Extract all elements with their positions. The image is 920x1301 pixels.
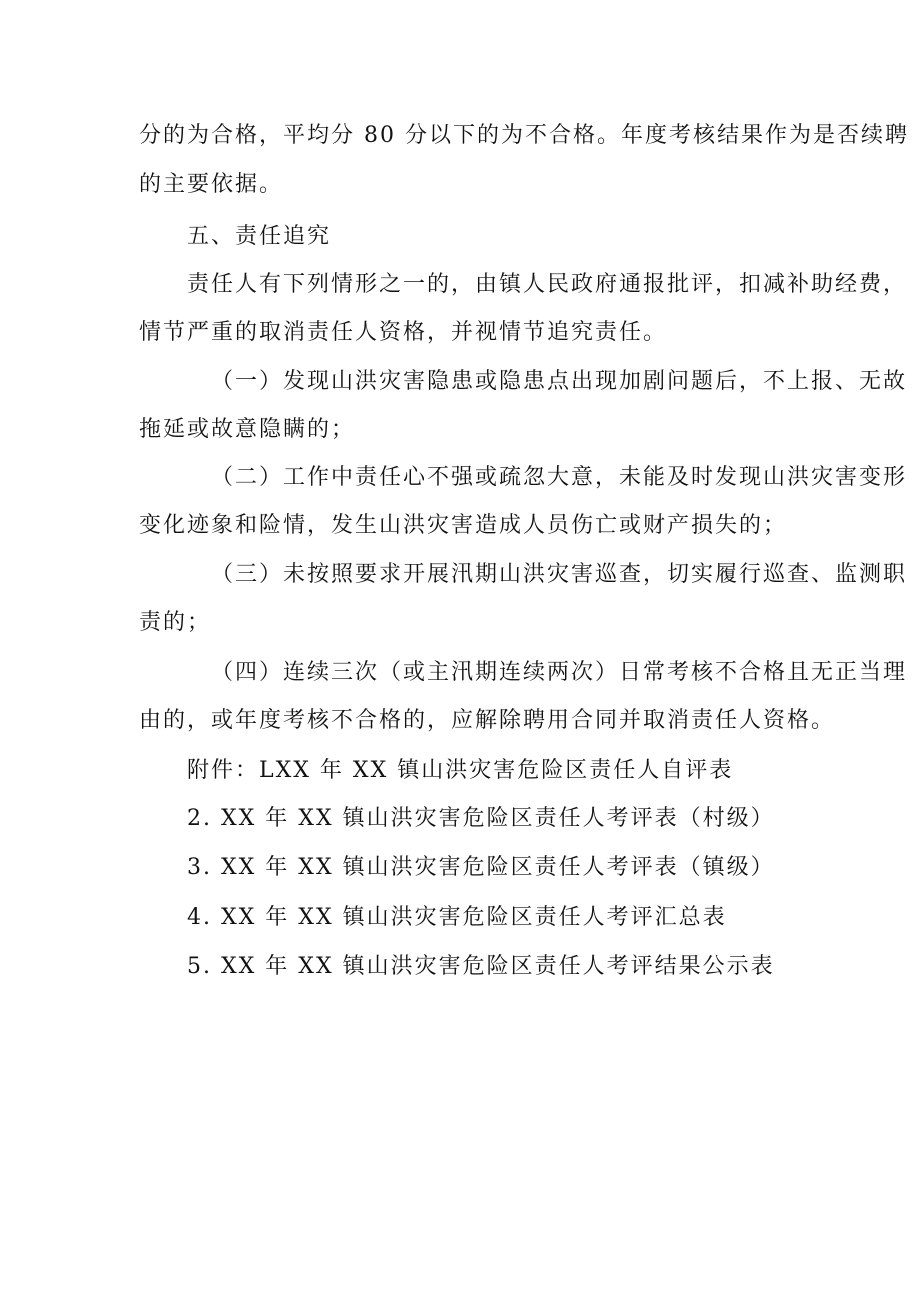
attachment-line: 附件：LXX 年 XX 镇山洪灾害危险区责任人自评表	[187, 758, 734, 783]
section-heading: 五、责任追究	[187, 224, 332, 249]
attachment-line: 4. XX 年 XX 镇山洪灾害危险区责任人考评汇总表	[187, 905, 727, 930]
list-item-line: （三）未按照要求开展汛期山洪灾害巡查，切实履行巡查、监测职	[211, 562, 908, 587]
paragraph-line: 情节严重的取消责任人资格，并视情节追究责任。	[139, 320, 668, 345]
list-item-line: 拖延或故意隐瞒的；	[139, 417, 356, 442]
list-item-line: （四）连续三次（或主汛期连续两次）日常考核不合格且无正当理	[211, 660, 908, 685]
attachment-line: 2. XX 年 XX 镇山洪灾害危险区责任人考评表（村级）	[187, 806, 775, 831]
paragraph-line: 责任人有下列情形之一的，由镇人民政府通报批评，扣减补助经费，	[187, 272, 908, 297]
list-item-line: 由的，或年度考核不合格的，应解除聘用合同并取消责任人资格。	[139, 708, 836, 733]
attachment-line: 5. XX 年 XX 镇山洪灾害危险区责任人考评结果公示表	[187, 954, 775, 979]
paragraph-line: 的主要依据。	[139, 172, 284, 197]
list-item-line: 责的；	[139, 610, 212, 635]
list-item-line: （一）发现山洪灾害隐患或隐患点出现加剧问题后，不上报、无故	[211, 369, 908, 394]
attachment-line: 3. XX 年 XX 镇山洪灾害危险区责任人考评表（镇级）	[187, 855, 775, 880]
list-item-line: （二）工作中责任心不强或疏忽大意，未能及时发现山洪灾害变形	[211, 465, 908, 490]
paragraph-line: 分的为合格，平均分 80 分以下的为不合格。年度考核结果作为是否续聘	[139, 123, 909, 148]
list-item-line: 变化迹象和险情，发生山洪灾害造成人员伤亡或财产损失的；	[139, 513, 788, 538]
